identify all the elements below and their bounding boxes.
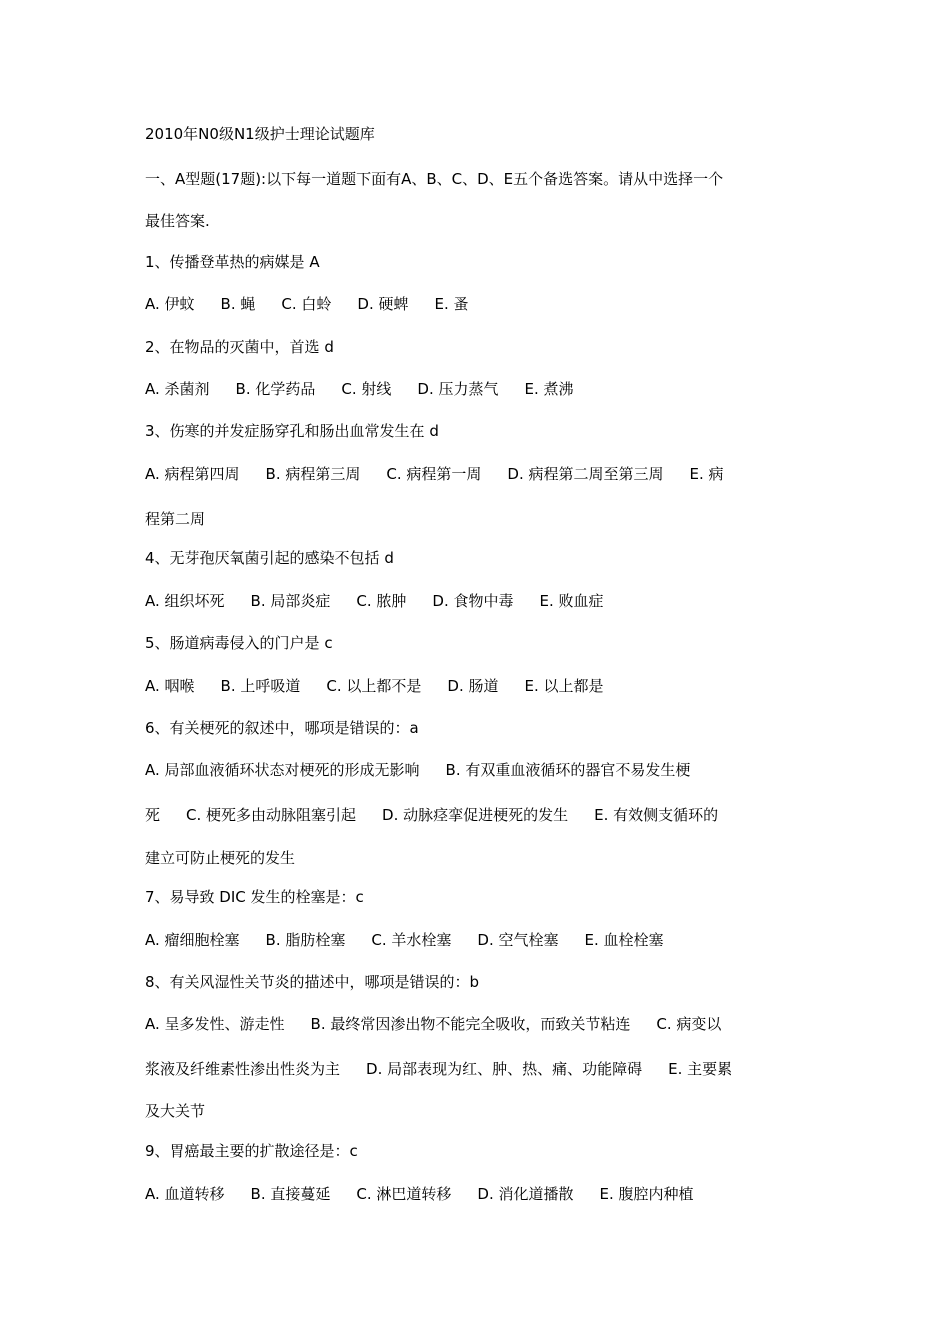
answer-option: C. 羊水栓塞: [371, 931, 452, 949]
option-line: [145, 1184, 825, 1204]
question-stem: 7、易导致 DIC 发生的栓塞是：c: [145, 888, 364, 906]
answer-option: A. 局部血液循环状态对梗死的形成无影响: [145, 761, 420, 779]
answer-option: C. 淋巴道转移: [356, 1185, 452, 1203]
answer-option: E. 以上都是: [524, 677, 604, 695]
answer-option: 及大关节: [145, 1102, 206, 1120]
answer-option: E. 主要累: [668, 1060, 733, 1078]
section-intro-line-1: 一、A型题(17题):以下每一道题下面有A、B、C、D、E五个备选答案。请从中选择一个: [145, 170, 724, 188]
answer-option: A. 杀菌剂: [145, 380, 210, 398]
answer-option: A. 血道转移: [145, 1185, 225, 1203]
option-line: [145, 805, 825, 825]
option-line: [145, 1059, 825, 1079]
option-line: [145, 930, 825, 950]
answer-option: B. 脂肪栓塞: [265, 931, 346, 949]
answer-option: B. 化学药品: [235, 380, 316, 398]
answer-option: B. 蝇: [220, 295, 256, 313]
answer-option: D. 肠道: [447, 677, 499, 695]
answer-option: A. 组织坏死: [145, 592, 225, 610]
question-stem: 9、胃癌最主要的扩散途径是：c: [145, 1142, 358, 1160]
question-stem: 5、肠道病毒侵入的门户是 c: [145, 634, 333, 652]
answer-option: C. 梗死多由动脉阻塞引起: [186, 806, 357, 824]
answer-option: D. 空气栓塞: [477, 931, 559, 949]
answer-option: C. 病变以: [656, 1015, 722, 1033]
answer-option: D. 硬蜱: [357, 295, 409, 313]
answer-option: B. 有双重血液循环的器官不易发生梗: [445, 761, 691, 779]
answer-option: E. 腹腔内种植: [599, 1185, 694, 1203]
option-line: [145, 464, 825, 484]
answer-option: B. 直接蔓延: [250, 1185, 331, 1203]
section-intro-line-2: 最佳答案.: [145, 212, 210, 230]
answer-option: D. 食物中毒: [432, 592, 514, 610]
answer-option: 死: [145, 806, 161, 824]
answer-option: B. 上呼吸道: [220, 677, 301, 695]
option-line: [145, 1101, 825, 1121]
option-line: [145, 760, 825, 780]
answer-option: D. 压力蒸气: [417, 380, 499, 398]
option-line: [145, 379, 825, 399]
answer-option: C. 射线: [341, 380, 392, 398]
answer-option: A. 呈多发性、游走性: [145, 1015, 285, 1033]
answer-option: 浆液及纤维素性渗出性炎为主: [145, 1060, 341, 1078]
question-stem: 2、在物品的灭菌中，首选 d: [145, 338, 334, 356]
answer-option: E. 有效侧支循环的: [594, 806, 719, 824]
answer-option: D. 消化道播散: [477, 1185, 574, 1203]
answer-option: 程第二周: [145, 510, 206, 528]
answer-option: E. 血栓栓塞: [584, 931, 664, 949]
answer-option: D. 局部表现为红、肿、热、痛、功能障碍: [366, 1060, 643, 1078]
question-stem: 6、有关梗死的叙述中，哪项是错误的：a: [145, 719, 419, 737]
answer-option: E. 煮沸: [524, 380, 574, 398]
answer-option: D. 动脉痉挛促进梗死的发生: [382, 806, 569, 824]
answer-option: C. 脓肿: [356, 592, 407, 610]
answer-option: E. 败血症: [539, 592, 604, 610]
option-line: [145, 591, 825, 611]
question-stem: 8、有关风湿性关节炎的描述中，哪项是错误的：b: [145, 973, 480, 991]
option-line: [145, 848, 825, 868]
question-stem: 4、无芽孢厌氧菌引起的感染不包括 d: [145, 549, 394, 567]
option-line: [145, 676, 825, 696]
question-stem: 1、传播登革热的病媒是 A: [145, 253, 320, 271]
answer-option: E. 病: [689, 465, 724, 483]
answer-option: A. 病程第四周: [145, 465, 240, 483]
answer-option: A. 咽喉: [145, 677, 195, 695]
document-title: 2010年N0级N1级护士理论试题库: [145, 125, 375, 143]
answer-option: B. 病程第三周: [265, 465, 361, 483]
answer-option: A. 伊蚊: [145, 295, 195, 313]
answer-option: B. 局部炎症: [250, 592, 331, 610]
answer-option: B. 最终常因渗出物不能完全吸收，而致关节粘连: [310, 1015, 631, 1033]
answer-option: C. 以上都不是: [326, 677, 422, 695]
option-line: [145, 294, 825, 314]
answer-option: 建立可防止梗死的发生: [145, 849, 296, 867]
question-stem: 3、伤寒的并发症肠穿孔和肠出血常发生在 d: [145, 422, 439, 440]
option-line: [145, 509, 825, 529]
option-line: [145, 1014, 825, 1034]
answer-option: D. 病程第二周至第三周: [507, 465, 664, 483]
answer-option: A. 瘤细胞栓塞: [145, 931, 240, 949]
answer-option: C. 病程第一周: [386, 465, 482, 483]
answer-option: C. 白蛉: [281, 295, 332, 313]
answer-option: E. 蚤: [434, 295, 469, 313]
